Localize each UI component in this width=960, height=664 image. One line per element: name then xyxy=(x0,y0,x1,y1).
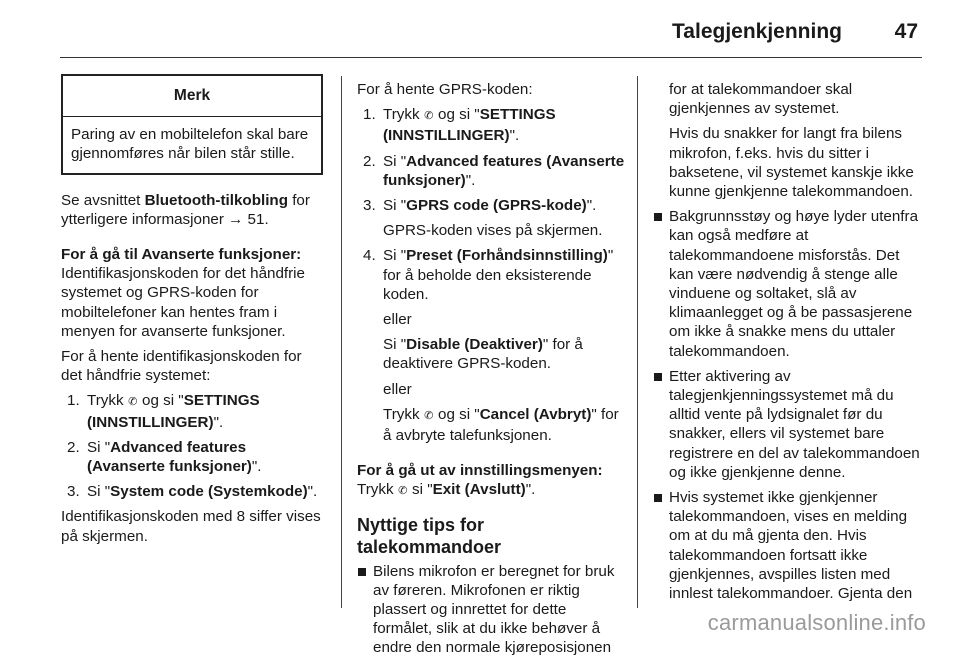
tips-list xyxy=(357,562,625,658)
column-2 xyxy=(357,80,625,664)
square-bullet-icon xyxy=(654,494,662,502)
square-bullet-icon xyxy=(358,568,366,576)
page-ref-arrow-icon: → xyxy=(228,210,244,228)
gprs-steps-list xyxy=(357,105,625,445)
para-result: Identifikasjonskoden med 8 siffer vises på skjermen. xyxy=(61,508,321,545)
page-number: 47 xyxy=(894,20,918,43)
list-item: Bilens mikrofon er beregnet for bruk av føreren. Mikrofonen er riktig plassert og innrettet for dette formålet, slik at du ikke behøver å endre den normale kjøreposisjonen xyxy=(357,562,625,658)
tips-list xyxy=(653,207,925,603)
watermark: carmanualsonline.info xyxy=(707,610,926,635)
para-fetch-id: For å hente identifikasjonskoden for det håndfrie systemet: xyxy=(61,348,302,385)
id-steps-list xyxy=(61,391,323,501)
list-item: Bakgrunnsstøy og høye lyder utenfra kan også medføre at talekommandoene misforstås. Det kan være nødvendig å stenge alle vinduene og soltaket, slå av klimaanlegget og å be passasjerene om ikke å snakke mens du uttaler talekommandoen. xyxy=(653,207,925,361)
list-item: 2. Si "Advanced features (Avanserte funksjoner)". xyxy=(363,152,625,189)
list-item: 4. Si "Preset (Forhåndsinnstilling)" for å beholde den eksisterende koden. eller Si "Disable (Deaktiver)" for å deaktivere GPRS-koden. eller Trykk ✆ og si "Cancel (Avbryt)" for å avbryte talefunksjonen. xyxy=(363,247,619,445)
square-bullet-icon xyxy=(654,373,662,381)
phone-icon: ✆ xyxy=(398,485,408,498)
note-body: Paring av en mobiltelefon skal bare gjennomføres når bilen står stille. xyxy=(71,126,309,163)
list-item: 2. Si "Advanced features (Avanserte funksjoner)". xyxy=(67,438,262,476)
heading-advanced: For å gå til Avanserte funksjoner: Identifikasjonskoden for det håndfrie systemet og GPRS-koden for mobiltelefoner kan hentes fram i menyen for avanserte funksjoner. xyxy=(61,246,306,340)
phone-icon: ✆ xyxy=(424,409,434,422)
page-title: Talegjenkjenning xyxy=(672,20,842,43)
note-box xyxy=(61,74,323,175)
heading-exit: For å gå ut av innstillingsmenyen: Trykk ✆ si "Exit (Avslutt)". xyxy=(357,461,625,501)
column-3 xyxy=(653,80,925,609)
phone-icon: ✆ xyxy=(128,396,138,409)
list-item: 1. Trykk ✆ og si "SETTINGS (INNSTILLINGER)". xyxy=(67,392,260,431)
column-1 xyxy=(61,74,323,552)
column-divider xyxy=(341,76,342,608)
see-reference: Se avsnittet Bluetooth-tilkobling for ytterligere informasjoner → 51. xyxy=(61,191,310,228)
list-item: Etter aktivering av talegjenkjenningssystemet må du alltid vente på lydsignalet før du snakker, ellers vil systemet bare registrere en del av talekommandoen og ikke gjenkjenne denne. xyxy=(653,367,925,482)
list-item: 3. Si "System code (Systemkode)". xyxy=(67,483,318,501)
note-heading: Merk xyxy=(63,76,321,117)
gprs-intro: For å hente GPRS-koden: xyxy=(357,81,533,98)
phone-icon: ✆ xyxy=(424,110,434,123)
list-item: 1. Trykk ✆ og si "SETTINGS (INNSTILLINGER)". xyxy=(363,106,556,145)
column-divider xyxy=(637,76,638,608)
tip-continued: for at talekommandoer skal gjenkjennes av systemet. xyxy=(669,81,853,118)
tips-heading: Nyttige tips for talekommandoer xyxy=(357,514,502,557)
list-item: Hvis systemet ikke gjenkjenner talekommandoen, vises en melding om at du må gjenta den. Hvis talekommandoen fortsatt ikke gjenkjennes, avspilles listen med innlest talekommandoer. Gjenta den xyxy=(653,488,925,603)
bluetooth-link[interactable]: Bluetooth-tilkobling xyxy=(144,191,288,209)
tip-continued: Hvis du snakker for langt fra bilens mikrofon, f.eks. hvis du sitter i baksetene, vil systemet kanskje ikke kunne gjenkjenne talekommandoen. xyxy=(669,125,914,201)
square-bullet-icon xyxy=(654,213,662,221)
header-rule xyxy=(60,57,922,58)
list-item: 3. Si "GPRS code (GPRS-kode)". GPRS-koden vises på skjermen. xyxy=(363,197,603,240)
